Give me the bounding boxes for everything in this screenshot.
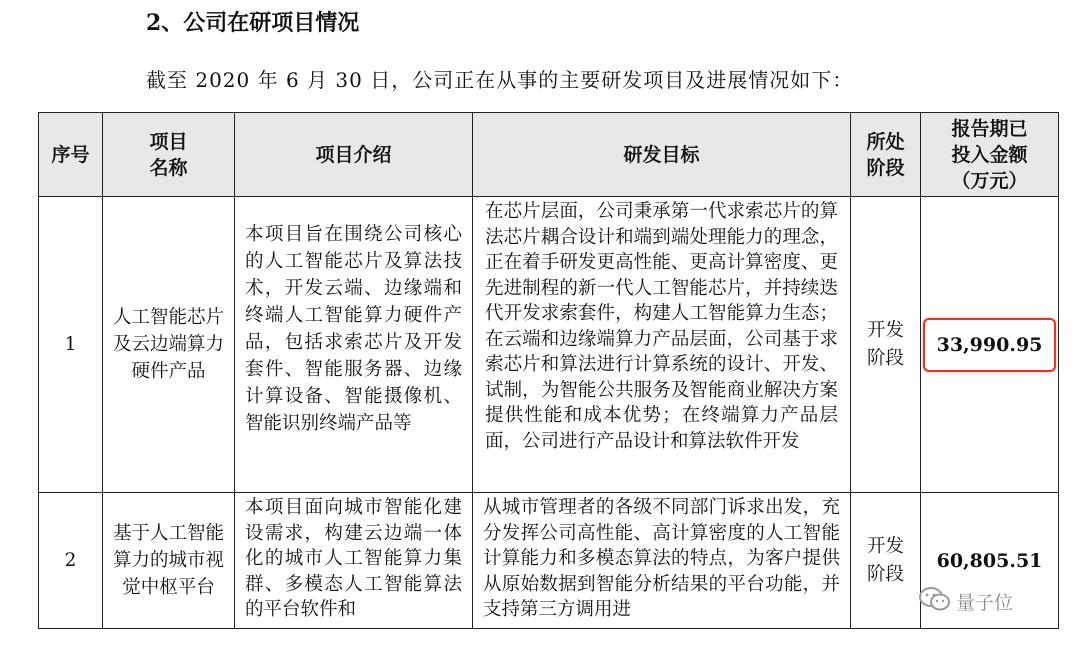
table-row [39,197,1059,493]
table-row [39,493,1059,629]
header-stage-line: 所处 [866,130,905,153]
project-stage [851,493,921,629]
project-intro: 本项目旨在围绕公司核心的人工智能芯片及算法技术，开发云端、边缘端和终端人工智能算力硬件产品，包括求索芯片及开发套件、智能服务器、边缘计算设备、智能摄像机、智能识别终端产品等 [245,224,462,434]
project-goal-cell [473,197,851,493]
amount-cell: 60,805.51 [921,493,1059,629]
project-name: 基于人工智能算力的城市视觉中枢平台 [103,493,235,629]
amount-cell [921,197,1059,493]
project-name: 人工智能芯片及云边端算力硬件产品 [103,197,235,493]
project-goal-cell [473,493,851,629]
stage-line: 阶段 [866,347,904,369]
header-goal: 研发目标 [473,113,851,197]
project-intro-cell [235,493,473,629]
header-stage [851,113,921,197]
rd-projects-table [38,112,1059,629]
project-intro-cell [235,197,473,493]
wechat-icon [918,586,952,617]
header-name-line: 名称 [149,156,188,179]
project-goal: 在芯片层面，公司秉承第一代求索芯片的算法芯片耦合设计和端到端处理能力的理念，正在着手研发更高性能、更高计算密度、更先进制程的新一代人工智能芯片，并持续迭代开发求索套件，构建人工智能算力生态；在云端和边缘端算力产品层面，公司基于求索芯片和算法进行计算系统的设计、开发、试制，为智能公共服务及智能商业解决方案提供性能和成本优势；在终端算力产品层面，公司进行产品设计和算法软件开发 [485,201,838,452]
header-amount-line: 投入金额 [951,143,1028,166]
header-amount [921,113,1059,197]
watermark [918,586,1013,617]
header-name-line: 项目 [149,130,188,153]
project-goal: 从城市管理者的各级不同部门诉求出发，充分发挥公司高性能、高计算密度的人工智能计算能力和多模态算法的特点，为客户提供从原始数据到智能分析结果的平台功能，并支持第三方调用进 [483,497,840,620]
section-heading: 2、公司在研项目情况 [146,10,360,36]
stage-line: 阶段 [866,563,904,585]
project-intro: 本项目面向城市智能化建设需求，构建云边端一体化的城市人工智能算力集群、多模态人工智能算法的平台软件和 [245,497,462,620]
header-stage-line: 阶段 [866,156,905,179]
watermark-text: 量子位 [956,592,1014,614]
header-no: 序号 [39,113,103,197]
header-amount-line: （万元） [951,169,1028,192]
table-header-row [39,113,1059,197]
header-intro: 项目介绍 [235,113,473,197]
project-stage [851,197,921,493]
row-no: 1 [39,197,103,493]
intro-text: 截至 2020 年 6 月 30 日，公司正在从事的主要研发项目及进展情况如下： [146,68,854,92]
stage-line: 开发 [866,319,904,341]
header-name [103,113,235,197]
highlighted-amount: 33,990.95 [923,318,1057,372]
stage-line: 开发 [866,535,904,557]
header-amount-line: 报告期已 [951,117,1028,140]
row-no: 2 [39,493,103,629]
